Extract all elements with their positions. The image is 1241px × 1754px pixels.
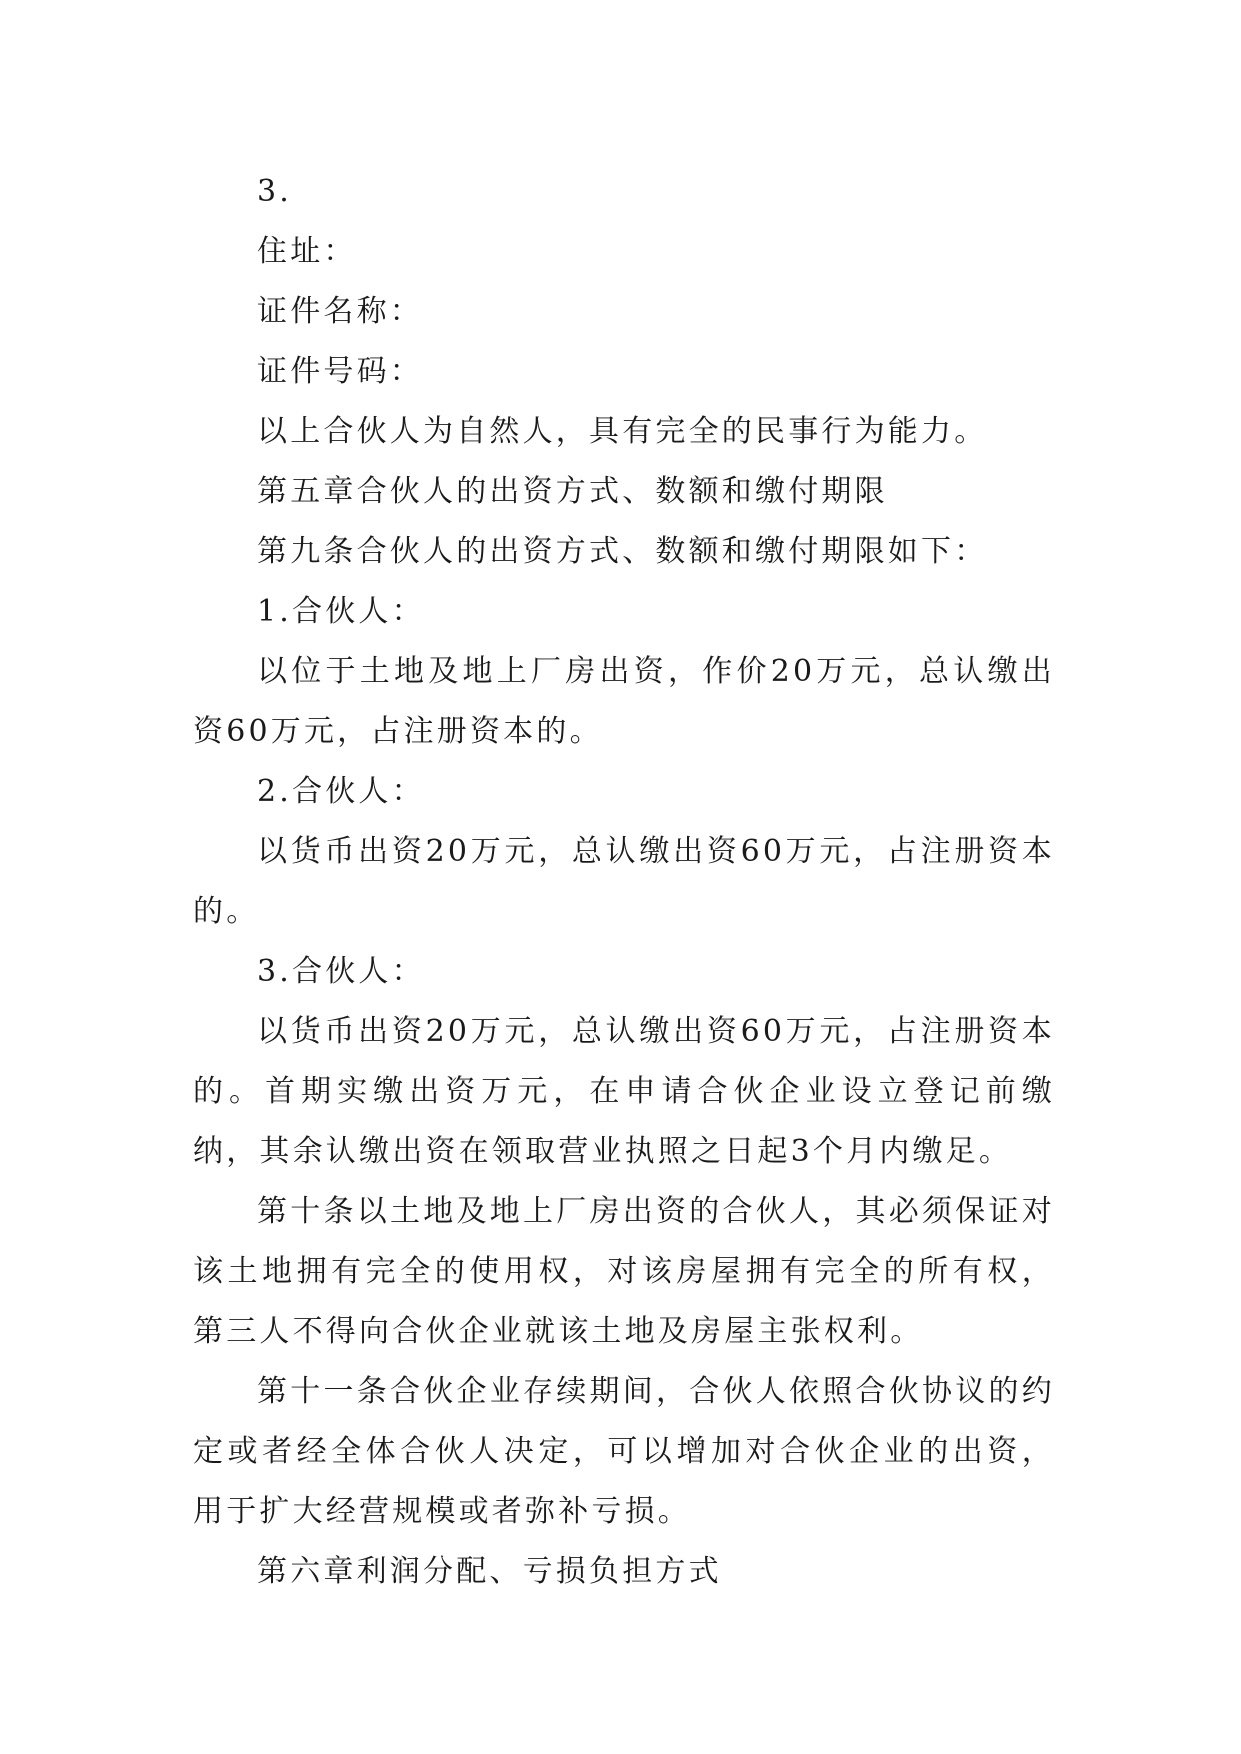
article-10-text: 第十条以土地及地上厂房出资的合伙人，其必须保证对该土地拥有完全的使用权，对该房屋拥有完全的所有权，第三人不得向合伙企业就该土地及房屋主张权利。 (193, 1194, 1055, 1349)
paragraph-partner-2-contribution: 以货币出资20万元，总认缴出资60万元，占注册资本的。 (193, 834, 1055, 929)
paragraph-partner-1-contribution: 以位于土地及地上厂房出资，作价20万元，总认缴出资60万元，占注册资本的。 (193, 654, 1055, 749)
paragraph-partner-1-label: 1.合伙人： (257, 594, 425, 629)
paragraph-partner-3-number: 3. (257, 174, 293, 209)
article-11-text: 第十一条合伙企业存续期间，合伙人依照合伙协议的约定或者经全体合伙人决定，可以增加对合伙企业的出资，用于扩大经营规模或者弥补亏损。 (193, 1374, 1055, 1529)
paragraph-id-number-label: 证件号码： (257, 354, 423, 389)
article-9-heading: 第九条合伙人的出资方式、数额和缴付期限如下： (257, 534, 988, 569)
paragraph-partner-3-label: 3.合伙人： (257, 954, 425, 989)
paragraph-address-label: 住址： (257, 234, 357, 269)
paragraph-capacity-statement: 以上合伙人为自然人，具有完全的民事行为能力。 (257, 414, 988, 449)
paragraph-partner-3-contribution: 以货币出资20万元，总认缴出资60万元，占注册资本的。首期实缴出资万元，在申请合伙企业设立登记前缴纳，其余认缴出资在领取营业执照之日起3个月内缴足。 (193, 1014, 1055, 1169)
chapter-5-heading: 第五章合伙人的出资方式、数额和缴付期限 (257, 474, 888, 509)
chapter-6-heading: 第六章利润分配、亏损负担方式 (257, 1554, 722, 1589)
paragraph-partner-2-label: 2.合伙人： (257, 774, 425, 809)
document-body (193, 162, 1055, 1602)
paragraph-id-type-label: 证件名称： (257, 294, 423, 329)
